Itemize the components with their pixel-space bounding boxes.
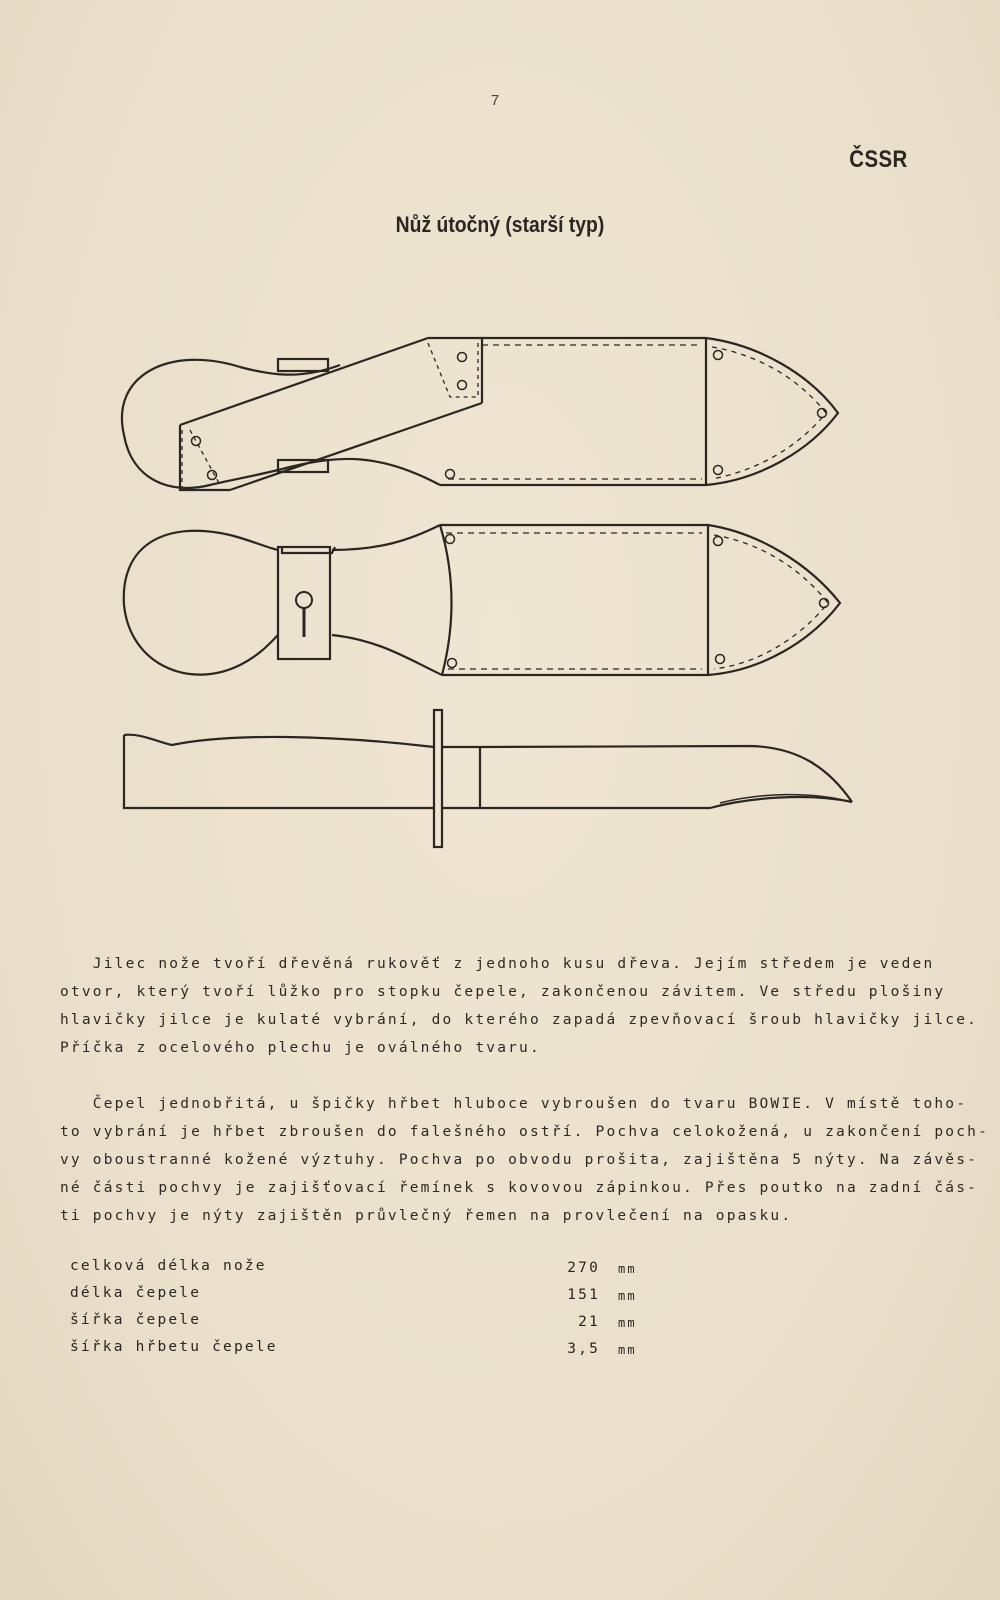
spec-label: šířka hřbetu čepele (70, 1339, 278, 1355)
spec-row (70, 1258, 670, 1285)
text-line: vy oboustranné kožené výztuhy. Pochva po obvodu prošita, zajištěna 5 nýty. Na závěs- (60, 1152, 979, 1168)
sheath-side-view (124, 525, 840, 675)
text-line: to vybrání je hřbet zbroušen do falešného ostří. Pochva celokožená, u zakončení poch- (60, 1124, 990, 1140)
spec-label: celková délka nože (70, 1258, 267, 1274)
spec-label: šířka čepele (70, 1312, 202, 1328)
knife-profile-view (124, 710, 852, 847)
sheath-front-view (122, 338, 838, 490)
text-line: Jilec nože tvoří dřevěná rukověť z jednoho kusu dřeva. Jejím středem je veden (60, 956, 935, 972)
text-line: Čepel jednobřitá, u špičky hřbet hluboce vybroušen do tvaru BOWIE. V místě toho- (60, 1096, 968, 1112)
text-line: ti pochvy je nýty zajištěn průvlečný řemen na provlečení na opasku. (60, 1208, 793, 1224)
page-title: Nůž útočný (starší typ) (395, 212, 605, 237)
spec-value: 3,5 (567, 1341, 600, 1357)
spec-unit: mm (618, 1289, 637, 1303)
specs-table (70, 1258, 670, 1366)
spec-row (70, 1312, 670, 1339)
text-line: otvor, který tvoří lůžko pro stopku čepele, zakončenou závitem. Ve středu plošiny (60, 984, 946, 1000)
text-line: né části pochvy je zajišťovací řemínek s kovovou zápinkou. Přes poutko na zadní čás- (60, 1180, 979, 1196)
description-paragraph-blade (60, 1090, 990, 1230)
spec-unit: mm (618, 1343, 637, 1357)
page-number: 7 (490, 92, 500, 109)
spec-value: 151 (567, 1287, 600, 1303)
knife-illustration (110, 335, 880, 875)
spec-row (70, 1285, 670, 1312)
description-paragraph-handle (60, 950, 979, 1062)
country-label: ČSSR (849, 146, 908, 173)
spec-value: 270 (567, 1260, 600, 1276)
spec-row (70, 1339, 670, 1366)
text-line: Příčka z ocelového plechu je oválného tvaru. (60, 1040, 541, 1056)
spec-unit: mm (618, 1262, 637, 1276)
spec-unit: mm (618, 1316, 637, 1330)
spec-value: 21 (578, 1314, 600, 1330)
text-line: hlavičky jilce je kulaté vybrání, do kterého zapadá zpevňovací šroub hlavičky jilce. (60, 1012, 979, 1028)
spec-label: délka čepele (70, 1285, 202, 1301)
